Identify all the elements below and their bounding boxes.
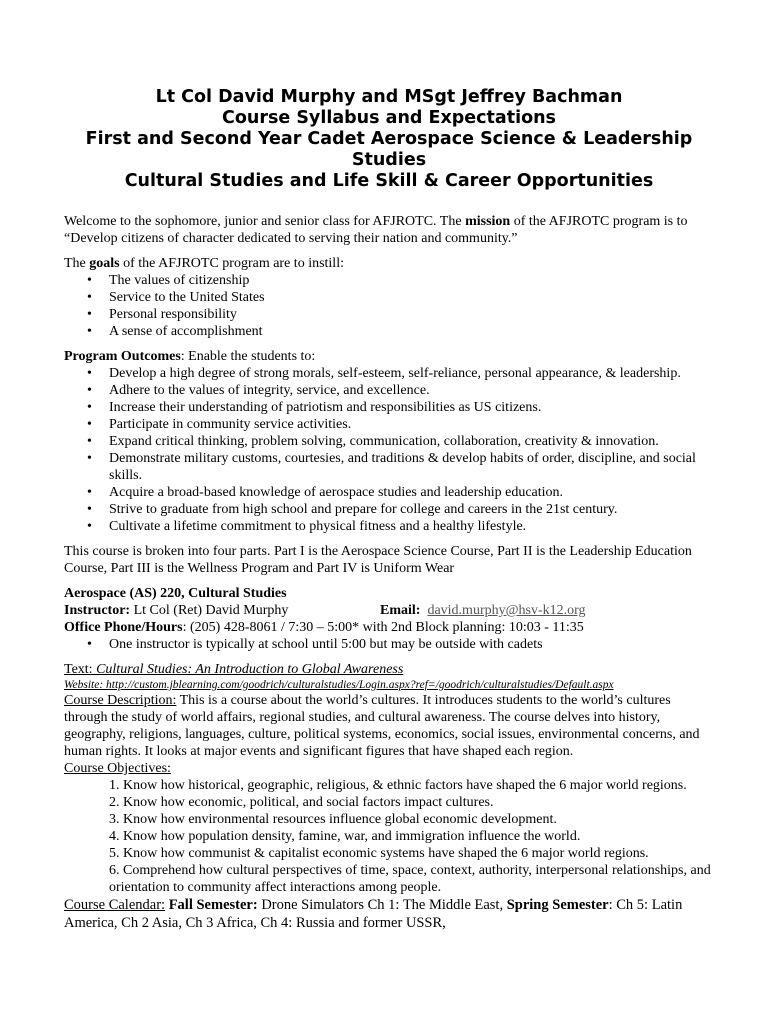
outcomes-heading: Program Outcomes (64, 349, 181, 364)
objectives-list (64, 777, 714, 896)
list-item: • Participate in community service activities. (109, 416, 714, 433)
textbook-reference: Text: Cultural Studies: An Introduction to Global Awareness (64, 662, 404, 677)
list-item: • Increase their understanding of patriotism and responsibilities as US citizens. (109, 399, 714, 416)
list-item: • Cultivate a lifetime commitment to physical fitness and a healthy lifestyle. (109, 518, 714, 535)
list-item: • A sense of accomplishment (109, 323, 714, 340)
document-title (64, 87, 714, 192)
outcomes-list (64, 365, 714, 535)
list-item: • Expand critical thinking, problem solving, communication, collaboration, creativity & innovation. (109, 433, 714, 450)
list-item: 3. Know how environmental resources influence global economic development. (109, 812, 557, 827)
list-item: • Strive to graduate from high school and prepare for college and careers in the 21st century. (109, 501, 714, 518)
textbook-title: Cultural Studies: An Introduction to Global Awareness (96, 662, 404, 677)
title-line-program: First and Second Year Cadet Aerospace Science & Leadership Studies (85, 129, 693, 170)
list-item: 1. Know how historical, geographic, religious, & ethnic factors have shaped the 6 major world regions. (109, 778, 687, 793)
course-parts-paragraph: This course is broken into four parts. Part I is the Aerospace Science Course, Part II is the Leadership Education Course, Part III is the Wellness Program and Part IV is Uniform Wear (64, 544, 692, 576)
title-line-course: Cultural Studies and Life Skill & Career Opportunities (124, 171, 654, 191)
syllabus-page (64, 87, 714, 932)
list-item: • The values of citizenship (109, 272, 714, 289)
email-link[interactable]: david.murphy@hsv-k12.org (427, 603, 586, 618)
goals-intro: The goals of the AFJROTC program are to instill: (64, 256, 344, 271)
email-info: Email: david.murphy@hsv-k12.org (380, 603, 586, 618)
list-item: • Demonstrate military customs, courtesies, and traditions & develop habits of order, discipline, and social skills. (109, 450, 714, 484)
goals-list (64, 272, 714, 340)
list-item: 4. Know how population density, famine, war, and immigration influence the world. (109, 829, 581, 844)
course-heading: Aerospace (AS) 220, Cultural Studies (64, 586, 287, 601)
list-item: 2. Know how economic, political, and social factors impact cultures. (109, 795, 494, 810)
office-hours: Office Phone/Hours: (205) 428-8061 / 7:30 – 5:00* with 2nd Block planning: 10:03 - 11:35 (64, 620, 584, 635)
course-calendar: Course Calendar: Fall Semester: Drone Simulators Ch 1: The Middle East, Spring Semester: Ch 5: Latin America, Ch 2 Asia, Ch 3 Africa, Ch 4: Russia and former USSR, (64, 897, 683, 931)
goals-word: goals (89, 256, 120, 271)
list-item: • Develop a high degree of strong morals, self-esteem, self-reliance, personal appearance, & leadership. (109, 365, 714, 382)
calendar-label: Course Calendar: (64, 897, 166, 913)
mission-word: mission (465, 214, 511, 229)
objectives-label: Course Objectives: (64, 761, 171, 776)
list-item: • Acquire a broad-based knowledge of aerospace studies and leadership education. (109, 484, 714, 501)
instructor-row (64, 602, 714, 619)
instructor-info: Instructor: Lt Col (Ret) David Murphy (64, 603, 289, 618)
office-notes (64, 636, 714, 653)
list-item: 6. Comprehend how cultural perspectives of time, space, context, authority, interpersonal relationships, and orientation to community affect interactions among people. (109, 863, 711, 895)
list-item: • Personal responsibility (109, 306, 714, 323)
title-line-instructors: Lt Col David Murphy and MSgt Jeffrey Bachman (155, 87, 623, 107)
list-item: 5. Know how communist & capitalist economic systems have shaped the 6 major world regions. (109, 846, 649, 861)
list-item: • Adhere to the values of integrity, service, and excellence. (109, 382, 714, 399)
website-link[interactable]: Website: http://custom.jblearning.com/goodrich/culturalstudies/Login.aspx?ref=/goodrich/culturalstudies/Default.aspx (64, 679, 614, 691)
course-description: Course Description: This is a course about the world’s cultures. It introduces students to the world’s cultures through the study of world affairs, regional studies, and cultural awareness. The course delves into history, geography, religions, languages, culture, political systems, economics, social issues, environmental concerns, and human rights. It looks at major events and significant figures that have shaped each region. (64, 693, 700, 759)
description-label: Course Description: (64, 693, 177, 708)
welcome-paragraph: Welcome to the sophomore, junior and senior class for AFJROTC. The mission of the AFJROTC program is to “Develop citizens of character dedicated to serving their nation and community.” (64, 214, 688, 246)
list-item: • One instructor is typically at school until 5:00 but may be outside with cadets (109, 636, 714, 653)
outcomes-intro: Program Outcomes: Enable the students to: (64, 349, 316, 364)
list-item: • Service to the United States (109, 289, 714, 306)
title-line-syllabus: Course Syllabus and Expectations (222, 108, 556, 128)
